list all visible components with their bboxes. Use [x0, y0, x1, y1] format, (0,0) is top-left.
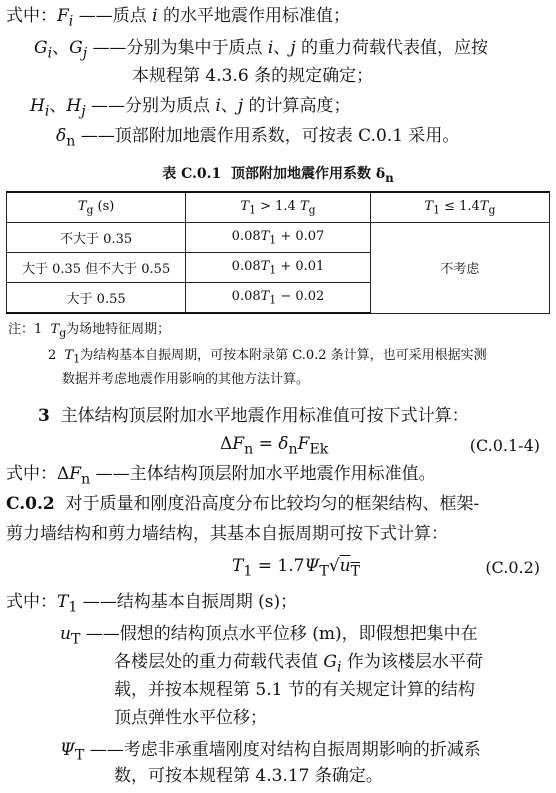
def-fi: 式中：$F_i$ ——质点 i 的水平地震作用标准值； — [6, 6, 350, 30]
clause-c02-line1: C.0.2 对于质量和刚度沿高度分布比较均匀的框架结构、框架- — [6, 494, 480, 514]
def-ut: $u_T$ ——假想的结构顶点水平位移 (m)，即假想把集中在 — [60, 624, 478, 648]
formula-c014: $\Delta F_n = \delta_nF_{Ek}$ — [220, 434, 329, 458]
note-2: 2 $T_1$为结构基本自振周期，可按本附录第 C.0.2 条计算，也可采用根据实测 — [48, 348, 487, 366]
def-delta-n: $\delta_n$ ——顶部附加地震作用系数，可按表 C.0.1 采用。 — [56, 126, 460, 150]
table-cell: $0.08T_1 + 0.07$ — [186, 223, 371, 253]
eqno-c014: (C.0.1-4) — [469, 436, 540, 455]
def-hi-hj: $H_i$、$H_j$ ——分别为质点 i、j 的计算高度； — [30, 96, 351, 120]
def-ut-cont3: 顶点弹性水平位移； — [114, 708, 267, 728]
def-psi-t-cont: 数，可按本规程第 4.3.17 条确定。 — [114, 766, 383, 786]
clause-c02-line2: 剪力墙结构和剪力墙结构，其基本自振周期可按下式计算： — [6, 524, 448, 544]
table-cell: $0.08T_1 + 0.01$ — [186, 253, 371, 283]
coefficient-table — [6, 191, 550, 314]
table-header: $T_g$ (s) — [7, 192, 186, 223]
table-header: $T_1 > 1.4$ $T_g$ — [186, 192, 371, 223]
table-cell: 大于 0.55 — [7, 283, 186, 314]
clause-3: 3 主体结构顶层附加水平地震作用标准值可按下式计算： — [38, 406, 469, 426]
def-delta-fn: 式中：$\Delta F_n$ ——主体结构顶层附加水平地震作用标准值。 — [6, 464, 436, 488]
table-cell-merged: 不考虑 — [370, 223, 549, 314]
note-2-cont: 数据并考虑地震作用影响的其他方法计算。 — [62, 372, 310, 387]
table-cell: 不大于 0.35 — [7, 223, 186, 253]
table-caption: 表 C.0.1 顶部附加地震作用系数 $\delta_n$ — [162, 166, 394, 185]
note-1: 注：1 $T_g$为场地特征周期； — [8, 322, 171, 340]
table-cell: 大于 0.35 但不大于 0.55 — [7, 253, 186, 283]
table-header: $T_1 \le 1.4T_g$ — [370, 192, 549, 223]
def-t1: 式中：$T_1$ ——结构基本自振周期 (s)； — [6, 592, 298, 616]
def-gi-gj: $G_i$、$G_j$ ——分别为集中于质点 i、j 的重力荷载代表值，应按 — [34, 38, 489, 62]
table-cell: $0.08T_1 - 0.02$ — [186, 283, 371, 314]
def-ut-cont2: 载，并按本规程第 5.1 节的有关规定计算的结构 — [114, 680, 475, 700]
formula-c02: $T_1 = 1.7\Psi_T√u_T$ — [232, 556, 361, 580]
eqno-c02: (C.0.2) — [485, 558, 540, 577]
def-gi-gj-cont: 本规程第 4.3.6 条的规定确定； — [132, 66, 374, 86]
def-psi-t: $\Psi_T$ ——考虑非承重墙刚度对结构自振周期影响的折减系 — [60, 740, 481, 764]
def-ut-cont1: 各楼层处的重力荷载代表值 $G_i$ 作为该楼层水平荷 — [114, 652, 483, 676]
